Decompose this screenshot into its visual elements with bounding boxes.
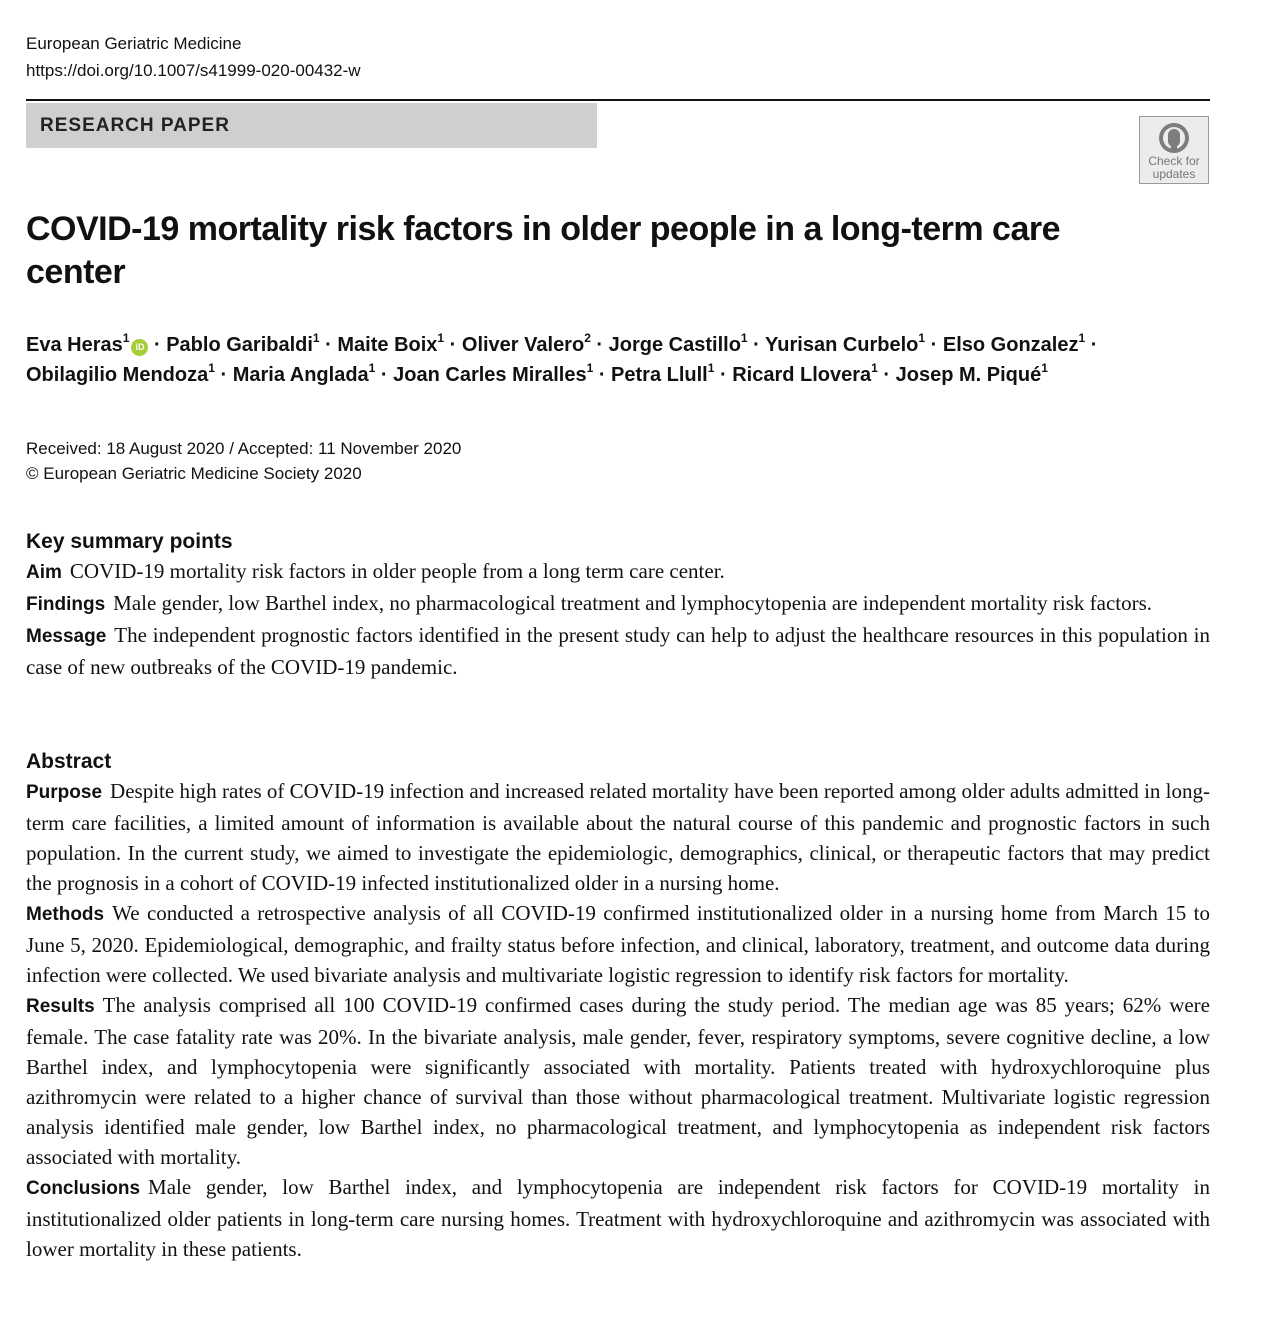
aim-text: COVID-19 mortality risk factors in older people from a long term care center.: [69, 559, 725, 583]
author-name: Obilagilio Mendoza: [26, 364, 209, 386]
results-paragraph: [26, 990, 1210, 1172]
author-affiliation: 1: [1041, 361, 1048, 375]
conclusions-paragraph: [26, 1172, 1210, 1264]
author[interactable]: [611, 361, 715, 386]
author-affiliation: 1: [368, 361, 376, 375]
dates-block: [26, 436, 461, 486]
author-separator: ·: [148, 334, 167, 356]
purpose-label: Purpose: [26, 782, 103, 803]
author-affiliation: 1: [312, 331, 320, 345]
author-affiliation: 1: [437, 331, 445, 345]
abstract: [26, 748, 1210, 1264]
author[interactable]: [26, 331, 148, 356]
author-affiliation: 2: [584, 331, 591, 345]
author-name: Jorge Castillo: [608, 334, 741, 356]
author-name: Joan Carles Miralles: [393, 364, 587, 386]
author-separator: ·: [925, 334, 943, 356]
author-separator: ·: [375, 364, 394, 386]
author-separator: ·: [214, 364, 233, 386]
author-affiliation: 1: [122, 331, 130, 345]
key-summary-points: [26, 528, 1210, 682]
article-type-banner: [26, 103, 597, 148]
author-name: Petra Llull: [611, 364, 708, 386]
received-accepted-dates: Received: 18 August 2020 / Accepted: 11 November 2020: [26, 439, 462, 458]
author-name: Eva Heras: [26, 334, 123, 356]
author-separator: ·: [1085, 334, 1098, 356]
author[interactable]: [393, 361, 594, 386]
author[interactable]: [765, 331, 926, 356]
author-affiliation: 1: [586, 361, 594, 375]
check-updates-text-1: Check for: [1148, 154, 1200, 168]
author[interactable]: [461, 331, 591, 356]
author-name: Pablo Garibaldi: [166, 334, 313, 356]
aim-paragraph: [26, 556, 1210, 588]
purpose-text: Despite high rates of COVID-19 infection and increased related mortality have been reported among older adults admitted in long-term care facilities, a limited amount of information is available about the natural course of this pandemic and prognostic factors in such population. In the current study, we aimed to investigate the epidemiologic, demographics, clinical, or therapeutic factors that may predict the prognosis in a cohort of COVID-19 infected institutionalized older in a nursing home.: [26, 779, 1210, 895]
findings-text: Male gender, low Barthel index, no pharmacological treatment and lymphocytopenia are independent mortality risk factors.: [113, 591, 1153, 615]
author-separator: ·: [590, 334, 609, 356]
message-paragraph: [26, 620, 1210, 682]
doi-link[interactable]: https://doi.org/10.1007/s41999-020-00432-w: [26, 61, 361, 80]
author-affiliation: 1: [208, 361, 215, 375]
conclusions-label: Conclusions: [26, 1178, 141, 1199]
header-divider: [26, 99, 1210, 101]
author[interactable]: [232, 361, 376, 386]
author-list: [26, 330, 1226, 390]
conclusions-text: Male gender, low Barthel index, and lymphocytopenia are independent risk factors for COVID-19 mortality in institutionalized older patients in long-term care nursing homes. Treatment with hydroxychloroquine and azithromycin was associated with lower mortality in these patients.: [26, 1175, 1210, 1261]
author-name: Maria Anglada: [232, 364, 369, 386]
purpose-paragraph: [26, 776, 1210, 898]
author-affiliation: 1: [740, 331, 748, 345]
author-separator: ·: [747, 334, 766, 356]
results-label: Results: [26, 996, 95, 1017]
author[interactable]: [337, 331, 445, 356]
copyright-line: © European Geriatric Medicine Society 2020: [26, 464, 362, 483]
author[interactable]: [166, 331, 320, 356]
key-summary-heading: Key summary points: [26, 530, 233, 553]
methods-text: We conducted a retrospective analysis of all COVID-19 confirmed institutionalized older in a nursing home from March 15 to June 5, 2020. Epidemiological, demographic, and frailty status before infection, and clinical, laboratory, treatment, and outcome data during infection were collected. We used bivariate analysis and multivariate logistic regression to identify risk factors for mortality.: [26, 901, 1210, 987]
check-updates-text-2: updates: [1152, 167, 1196, 181]
crossmark-icon: [1157, 121, 1191, 155]
author-name: Oliver Valero: [461, 334, 585, 356]
methods-label: Methods: [26, 904, 105, 925]
article-title: COVID-19 mortality risk factors in older people in a long-term care center: [26, 210, 1060, 291]
author-separator: ·: [319, 334, 338, 356]
aim-label: Aim: [26, 562, 62, 583]
article-type-label: RESEARCH PAPER: [40, 114, 230, 136]
author-separator: ·: [444, 334, 462, 356]
author-name: Ricard Llovera: [732, 364, 872, 386]
results-text: The analysis comprised all 100 COVID-19 confirmed cases during the study period. The median age was 85 years; 62% were female. The case fatality rate was 20%. In the bivariate analysis, male gender, fever, respiratory symptoms, severe cognitive decline, a low Barthel index, and lymphocytopenia were significantly associated with mortality. Patients treated with hydroxychloroquine plus azithromycin were related to a higher chance of survival than those without pharmacological treatment. Multivariate logistic regression analysis identified male gender, low Barthel index, no pharmacological treatment, and lymphocytopenia as independent risk factors associated with mortality.: [26, 993, 1210, 1169]
author[interactable]: [942, 331, 1086, 356]
author-name: Josep M. Piqué: [895, 364, 1042, 386]
message-label: Message: [26, 626, 107, 647]
author-name: Elso Gonzalez: [942, 334, 1079, 356]
methods-paragraph: [26, 898, 1210, 990]
findings-paragraph: [26, 588, 1210, 620]
findings-label: Findings: [26, 594, 106, 615]
abstract-heading: Abstract: [26, 750, 112, 773]
author-separator: ·: [877, 364, 896, 386]
author[interactable]: [26, 361, 215, 386]
author[interactable]: [732, 361, 878, 386]
author-affiliation: 1: [707, 361, 715, 375]
author[interactable]: [895, 361, 1048, 386]
author-name: Maite Boix: [337, 334, 438, 356]
author-affiliation: 1: [1078, 331, 1086, 345]
author-affiliation: 1: [871, 361, 878, 375]
author[interactable]: [608, 331, 748, 356]
orcid-icon[interactable]: iD: [131, 339, 148, 356]
author-name: Yurisan Curbelo: [765, 334, 919, 356]
check-for-updates-badge[interactable]: [1139, 116, 1209, 184]
author-affiliation: 1: [918, 331, 926, 345]
message-text: The independent prognostic factors identified in the present study can help to adjust the healthcare resources in this population in case of new outbreaks of the COVID-19 pandemic.: [26, 623, 1210, 679]
author-separator: ·: [714, 364, 733, 386]
author-separator: ·: [593, 364, 612, 386]
journal-name: European Geriatric Medicine: [26, 34, 242, 53]
